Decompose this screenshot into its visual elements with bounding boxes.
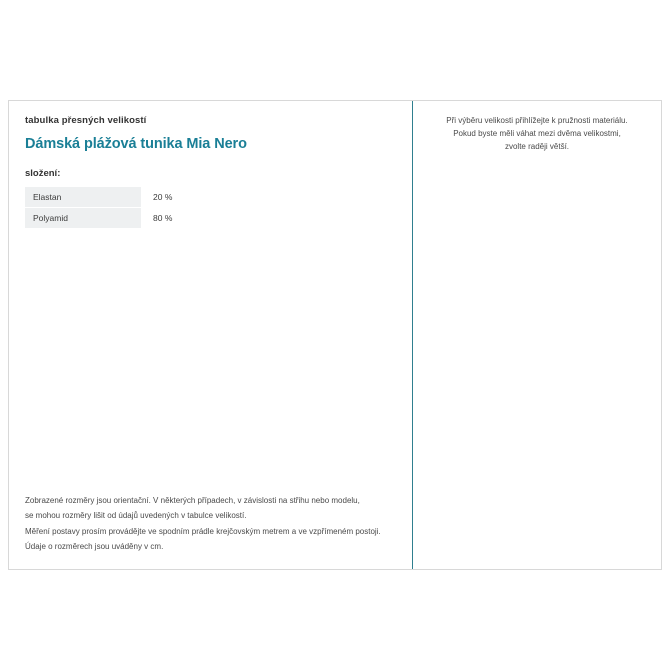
sizing-advice [427,115,647,153]
composition-table [25,187,265,229]
composition-value: 80 % [141,208,265,229]
table-row [25,187,265,208]
left-column [9,101,413,569]
advice-line: Pokud byste měli váhat mezi dvěma velikostmi, [453,128,621,138]
size-chart-page [8,100,662,570]
page-title: Dámská plážová tunika Mia Nero [25,136,247,152]
note-line: Údaje o rozměrech jsou uváděny v cm. [25,542,164,552]
advice-line: zvolte raději větší. [504,141,570,151]
page-kicker: tabulka přesných velikostí [25,115,147,126]
page-content [9,101,661,569]
composition-label: složení: [25,168,61,179]
composition-material: Polyamid [25,208,141,229]
right-column [413,101,661,569]
composition-value: 20 % [141,187,265,208]
measurement-notes [25,495,395,557]
advice-line: Při výběru velikosti přihlížejte k pružnosti materiálu. [446,116,628,125]
composition-material: Elastan [25,187,141,208]
note-line: se mohou rozměry lišit od údajů uvedených v tabulce velikostí. [25,511,247,521]
note-line: Zobrazené rozměry jsou orientační. V některých případech, v závislosti na střihu nebo modelu, [25,495,360,505]
table-row [25,208,265,229]
note-line: Měření postavy prosím provádějte ve spodním prádle krejčovským metrem a ve vzpřímeném postoji. [25,526,381,536]
